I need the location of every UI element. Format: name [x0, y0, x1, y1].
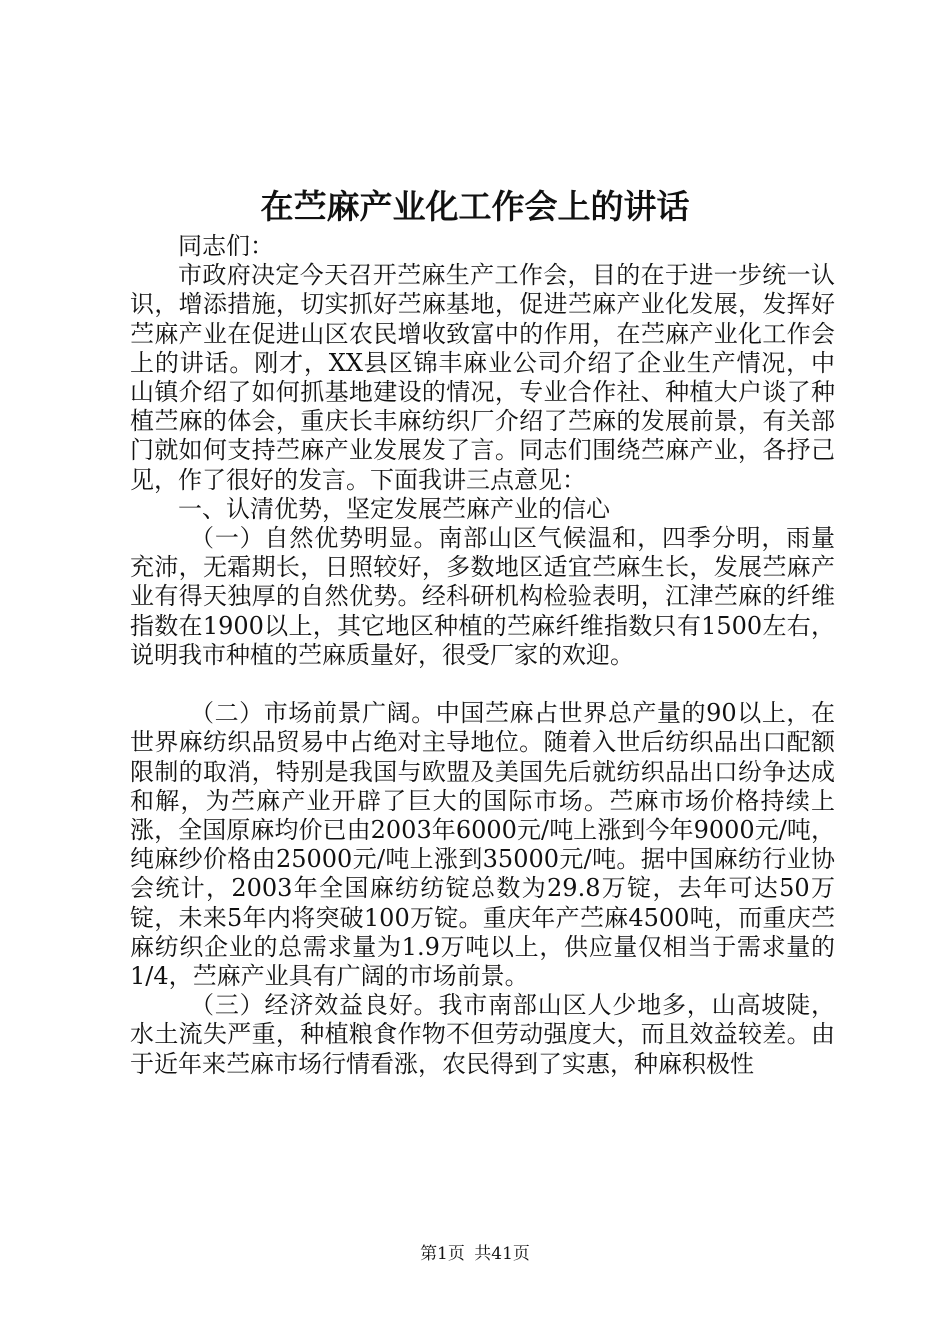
- page-number-footer: 第1页 共41页: [420, 1244, 530, 1264]
- document-body: [130, 232, 835, 1079]
- paragraph-point-1: （一）自然优势明显。南部山区气候温和，四季分明，雨量充沛，无霜期长，日照较好，多数地区适宜苎麻生长，发展苎麻产业有得天独厚的自然优势。经科研机构检验表明，江津苎麻的纤维指数在1900以上，其它地区种植的苎麻纤维指数只有1500左右，说明我市种植的苎麻质量好，很受厂家的欢迎。: [130, 524, 835, 669]
- paragraph-point-3: （三）经济效益良好。我市南部山区人少地多，山高坡陡，水土流失严重，种植粮食作物不但劳动强度大，而且效益较差。由于近年来苎麻市场行情看涨，农民得到了实惠，种麻积极性: [130, 991, 835, 1078]
- intro-paragraph: 市政府决定今天召开苎麻生产工作会，目的在于进一步统一认识，增添措施，切实抓好苎麻基地，促进苎麻产业化发展，发挥好苎麻产业在促进山区农民增收致富中的作用，在苎麻产业化工作会上的讲话。刚才，XX县区锦丰麻业公司介绍了企业生产情况，中山镇介绍了如何抓基地建设的情况，专业合作社、种植大户谈了种植苎麻的体会，重庆长丰麻纺织厂介绍了苎麻的发展前景，有关部门就如何支持苎麻产业发展发了言。同志们围绕苎麻产业，各抒己见，作了很好的发言。下面我讲三点意见：: [130, 261, 835, 494]
- paragraph-point-2: （二）市场前景广阔。中国苎麻占世界总产量的90以上，在世界麻纺织品贸易中占绝对主导地位。随着入世后纺织品出口配额限制的取消，特别是我国与欧盟及美国先后就纺织品出口纷争达成和解，为苎麻产业开辟了巨大的国际市场。苎麻市场价格持续上涨，全国原麻均价已由2003年6000元/吨上涨到今年9000元/吨，纯麻纱价格由25000元/吨上涨到35000元/吨。据中国麻纺行业协会统计，2003年全国麻纺纺锭总数为29.8万锭，去年可达50万锭，未来5年内将突破100万锭。重庆年产苎麻4500吨，而重庆苎麻纺织企业的总需求量为1.9万吨以上，供应量仅相当于需求量的1/4，苎麻产业具有广阔的市场前景。: [130, 699, 835, 991]
- section-heading-1: 一、认清优势，坚定发展苎麻产业的信心: [178, 494, 610, 523]
- salutation: 同志们：: [178, 232, 274, 260]
- document-title: 在苎麻产业化工作会上的讲话: [260, 187, 690, 226]
